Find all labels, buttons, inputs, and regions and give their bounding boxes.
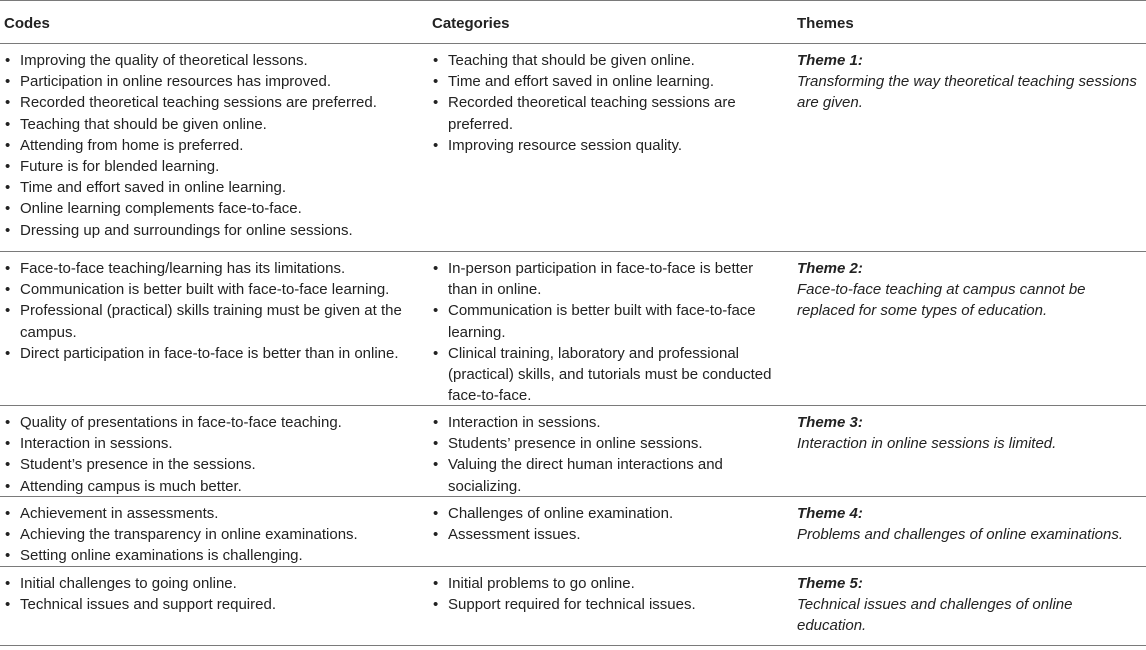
categories-list [432, 412, 772, 497]
code-item: • Technical issues and support required. [4, 594, 404, 615]
code-item: • Face-to-face teaching/learning has its limitations. [4, 258, 404, 279]
codes-list [4, 412, 404, 497]
theme-cell [797, 258, 1145, 322]
code-item: • Communication is better built with face-to-face learning. [4, 279, 404, 300]
categories-list [432, 258, 772, 406]
codes-list [4, 503, 404, 567]
theme-cell [797, 503, 1145, 545]
codes-cell [4, 50, 404, 241]
table-row [0, 44, 1146, 252]
code-item: • Online learning complements face-to-face. [4, 198, 404, 219]
categories-list [432, 50, 772, 156]
header-themes: Themes [797, 15, 854, 32]
theme-cell [797, 573, 1145, 637]
code-item: • Attending campus is much better. [4, 476, 404, 497]
code-item: • Student’s presence in the sessions. [4, 454, 404, 475]
category-item: • Recorded theoretical teaching sessions are preferred. [432, 92, 772, 134]
code-item: • Teaching that should be given online. [4, 114, 404, 135]
category-item: • Support required for technical issues. [432, 594, 772, 615]
code-item: • Quality of presentations in face-to-face teaching. [4, 412, 404, 433]
categories-list [432, 573, 772, 615]
table-row [0, 497, 1146, 567]
theme-description: Technical issues and challenges of online education. [797, 596, 1073, 635]
table-header [0, 0, 1146, 44]
categories-cell [432, 573, 772, 615]
codes-cell [4, 503, 404, 567]
theme-title: Theme 5: [797, 575, 863, 592]
theme-description: Interaction in online sessions is limited. [797, 435, 1057, 453]
code-item: • Dressing up and surroundings for online sessions. [4, 220, 404, 241]
category-item: • In-person participation in face-to-face is better than in online. [432, 258, 772, 300]
category-item: • Assessment issues. [432, 524, 772, 545]
categories-cell [432, 412, 772, 497]
code-item: • Participation in online resources has improved. [4, 71, 404, 92]
theme-title: Theme 2: [797, 260, 863, 277]
header-categories: Categories [432, 15, 510, 32]
code-item: • Achievement in assessments. [4, 503, 404, 524]
theme-title: Theme 3: [797, 414, 863, 431]
categories-cell [432, 503, 772, 545]
category-item: • Teaching that should be given online. [432, 50, 772, 71]
code-item: • Direct participation in face-to-face is better than in online. [4, 343, 404, 364]
category-item: • Initial problems to go online. [432, 573, 772, 594]
codes-list [4, 573, 404, 615]
codes-cell [4, 412, 404, 497]
categories-cell [432, 50, 772, 156]
code-item: • Improving the quality of theoretical lessons. [4, 50, 404, 71]
code-item: • Recorded theoretical teaching sessions are preferred. [4, 92, 404, 113]
categories-list [432, 503, 772, 545]
category-item: • Improving resource session quality. [432, 135, 772, 156]
category-item: • Clinical training, laboratory and professional (practical) skills, and tutorials must be conducted face-to-face. [432, 343, 772, 407]
code-item: • Attending from home is preferred. [4, 135, 404, 156]
theme-description: Transforming the way theoretical teaching sessions are given. [797, 73, 1137, 112]
theme-title: Theme 1: [797, 52, 863, 69]
theme-cell [797, 412, 1145, 454]
code-item: • Achieving the transparency in online examinations. [4, 524, 404, 545]
code-item: • Initial challenges to going online. [4, 573, 404, 594]
theme-description: Face-to-face teaching at campus cannot be replaced for some types of education. [797, 281, 1086, 320]
codes-list [4, 50, 404, 241]
category-item: • Communication is better built with face-to-face learning. [432, 300, 772, 342]
code-item: • Future is for blended learning. [4, 156, 404, 177]
category-item: • Interaction in sessions. [432, 412, 772, 433]
table-row [0, 406, 1146, 497]
code-item: • Professional (practical) skills training must be given at the campus. [4, 300, 404, 342]
category-item: • Time and effort saved in online learning. [432, 71, 772, 92]
category-item: • Valuing the direct human interactions and socializing. [432, 454, 772, 496]
table-row [0, 252, 1146, 406]
codes-cell [4, 258, 404, 364]
table-row [0, 567, 1146, 646]
code-item: • Setting online examinations is challenging. [4, 545, 404, 566]
theme-description: Problems and challenges of online examinations. [797, 526, 1124, 544]
header-codes: Codes [4, 15, 50, 32]
code-item: • Interaction in sessions. [4, 433, 404, 454]
code-item: • Time and effort saved in online learning. [4, 177, 404, 198]
theme-cell [797, 50, 1145, 114]
codes-cell [4, 573, 404, 615]
codes-list [4, 258, 404, 364]
category-item: • Students’ presence in online sessions. [432, 433, 772, 454]
category-item: • Challenges of online examination. [432, 503, 772, 524]
theme-title: Theme 4: [797, 505, 863, 522]
categories-cell [432, 258, 772, 406]
